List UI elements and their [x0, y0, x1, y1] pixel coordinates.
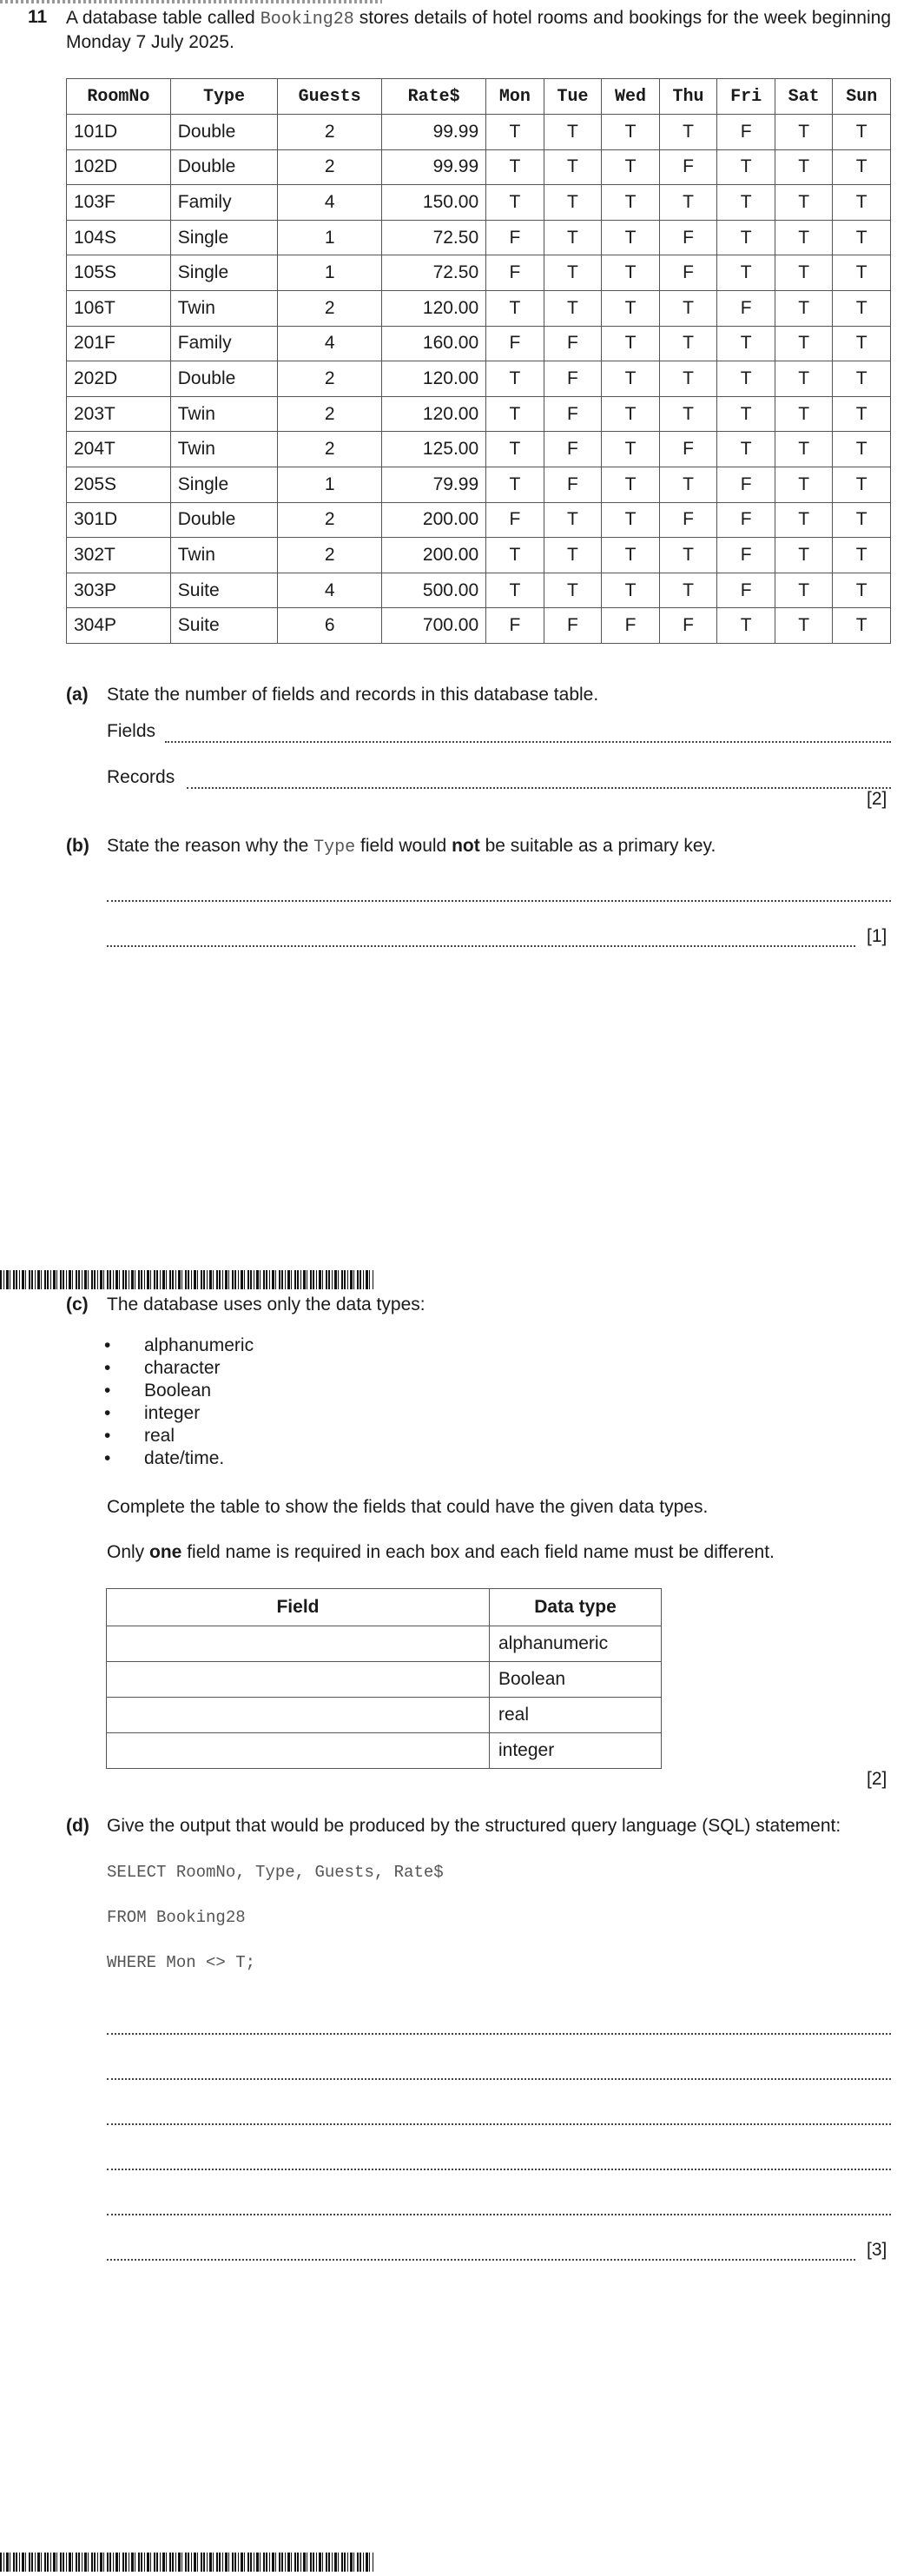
booking-table-header-row: [67, 79, 891, 115]
table-cell: 200.00: [382, 538, 486, 573]
table-cell: T: [486, 573, 544, 608]
table-cell: 2: [278, 538, 382, 573]
data-type-item: • character: [104, 1357, 254, 1380]
table-cell: 203T: [67, 396, 171, 432]
column-header: Rate$: [382, 79, 486, 115]
table-cell: T: [717, 185, 775, 221]
table-cell: 2: [278, 115, 382, 150]
part-c-note: Only one field name is required in each box and each field name must be different.: [107, 1542, 775, 1562]
table-cell: T: [659, 538, 717, 573]
table-cell: 104S: [67, 220, 171, 255]
table-cell: F: [486, 220, 544, 255]
table-cell: 102D: [67, 149, 171, 185]
table-cell: T: [544, 220, 602, 255]
fields-label: Fields: [107, 721, 156, 741]
part-a-prompt: State the number of fields and records in this database table.: [107, 685, 599, 705]
records-label: Records: [107, 767, 175, 787]
table-cell: T: [602, 432, 660, 467]
table-cell: F: [659, 149, 717, 185]
table-cell: 72.50: [382, 255, 486, 291]
table-cell: F: [544, 326, 602, 361]
table-cell: F: [544, 467, 602, 502]
table-cell: T: [659, 573, 717, 608]
table-cell: Family: [170, 326, 278, 361]
table-cell: 2: [278, 290, 382, 326]
table-cell: T: [775, 185, 833, 221]
question-number: 11: [28, 7, 48, 27]
field-answer-cell[interactable]: [107, 1698, 490, 1733]
table-cell: F: [659, 608, 717, 644]
table-cell: 101D: [67, 115, 171, 150]
table-cell: 302T: [67, 538, 171, 573]
table-cell: T: [775, 608, 833, 644]
table-cell: F: [602, 608, 660, 644]
table-cell: 150.00: [382, 185, 486, 221]
data-type-item: • alphanumeric: [104, 1334, 254, 1357]
table-cell: T: [717, 326, 775, 361]
table-cell: Suite: [170, 573, 278, 608]
part-a-label: (a): [66, 685, 89, 705]
table-cell: T: [486, 290, 544, 326]
field-answer-cell[interactable]: [107, 1662, 490, 1698]
table-cell: T: [833, 432, 891, 467]
table-cell: T: [833, 573, 891, 608]
column-header: Guests: [278, 79, 382, 115]
table-cell: F: [717, 115, 775, 150]
table-cell: T: [775, 396, 833, 432]
part-d-answer-line-1[interactable]: [107, 2033, 891, 2035]
column-header: Mon: [486, 79, 544, 115]
table-cell: 200.00: [382, 502, 486, 538]
table-row: [67, 185, 891, 221]
table-cell: T: [659, 290, 717, 326]
table-row: [67, 573, 891, 608]
table-row: [107, 1698, 662, 1733]
table-cell: 500.00: [382, 573, 486, 608]
column-header: RoomNo: [67, 79, 171, 115]
data-type-cell: integer: [490, 1733, 662, 1769]
table-cell: 4: [278, 573, 382, 608]
table-cell: T: [833, 220, 891, 255]
data-type-item: • real: [104, 1425, 254, 1447]
sql-select-line: SELECT RoomNo, Type, Guests, Rate$: [107, 1863, 444, 1882]
table-cell: T: [775, 149, 833, 185]
table-row: [107, 1662, 662, 1698]
part-d-answer-line-6[interactable]: [107, 2259, 855, 2261]
table-cell: Twin: [170, 290, 278, 326]
page-barcode-bottom: [0, 2553, 373, 2572]
table-cell: T: [602, 290, 660, 326]
table-cell: 79.99: [382, 467, 486, 502]
table-cell: 103F: [67, 185, 171, 221]
table-cell: T: [602, 573, 660, 608]
table-row: [67, 432, 891, 467]
part-c-prompt: The database uses only the data types:: [107, 1295, 426, 1314]
table-cell: T: [833, 502, 891, 538]
column-header: Tue: [544, 79, 602, 115]
table-cell: F: [717, 290, 775, 326]
table-row: [107, 1626, 662, 1662]
table-cell: T: [717, 220, 775, 255]
booking-table: [66, 78, 891, 644]
table-cell: T: [775, 467, 833, 502]
part-b-marks: [1]: [867, 926, 887, 946]
table-cell: T: [602, 326, 660, 361]
table-cell: T: [775, 115, 833, 150]
table-row: [67, 502, 891, 538]
table-row: [67, 220, 891, 255]
table-cell: T: [775, 220, 833, 255]
data-type-item: • Boolean: [104, 1380, 254, 1402]
table-cell: T: [486, 396, 544, 432]
table-cell: T: [486, 538, 544, 573]
table-cell: T: [602, 538, 660, 573]
table-cell: T: [544, 573, 602, 608]
table-cell: Double: [170, 115, 278, 150]
table-cell: 2: [278, 432, 382, 467]
table-cell: T: [775, 432, 833, 467]
table-cell: Twin: [170, 538, 278, 573]
part-d-marks: [3]: [867, 2240, 887, 2260]
data-type-table: [106, 1588, 662, 1769]
table-cell: T: [659, 185, 717, 221]
part-d-answer-line-2[interactable]: [107, 2078, 891, 2080]
table-cell: T: [775, 326, 833, 361]
table-cell: T: [833, 396, 891, 432]
table-cell: Suite: [170, 608, 278, 644]
table-row: [67, 290, 891, 326]
table-cell: 99.99: [382, 149, 486, 185]
table-cell: T: [544, 149, 602, 185]
table-cell: Family: [170, 185, 278, 221]
part-d-answer-line-5[interactable]: [107, 2214, 891, 2215]
table-cell: F: [717, 538, 775, 573]
table-cell: 303P: [67, 573, 171, 608]
table-cell: Twin: [170, 432, 278, 467]
table-cell: F: [717, 573, 775, 608]
table-row: [67, 115, 891, 150]
table-row: [67, 608, 891, 644]
table-cell: T: [717, 396, 775, 432]
table-cell: T: [833, 149, 891, 185]
sql-where-line: WHERE Mon <> T;: [107, 1953, 256, 1972]
page-barcode-top: [0, 1270, 373, 1289]
table-cell: T: [602, 115, 660, 150]
table-cell: T: [544, 185, 602, 221]
table-cell: T: [717, 149, 775, 185]
table-cell: 2: [278, 149, 382, 185]
table-cell: T: [775, 255, 833, 291]
table-cell: F: [486, 502, 544, 538]
table-cell: T: [717, 432, 775, 467]
table-cell: 105S: [67, 255, 171, 291]
table-cell: 1: [278, 255, 382, 291]
table-cell: T: [602, 396, 660, 432]
table-cell: F: [544, 608, 602, 644]
table-cell: F: [544, 396, 602, 432]
table-name-code: Booking28: [260, 10, 354, 30]
table-cell: T: [833, 361, 891, 397]
table-cell: Single: [170, 255, 278, 291]
table-cell: T: [602, 361, 660, 397]
table-cell: T: [544, 502, 602, 538]
table-cell: T: [544, 115, 602, 150]
table-cell: T: [833, 467, 891, 502]
table-cell: 120.00: [382, 396, 486, 432]
table-cell: 201F: [67, 326, 171, 361]
table-cell: T: [717, 255, 775, 291]
column-header: Sat: [775, 79, 833, 115]
table-row: [67, 149, 891, 185]
part-d-answer-line-3[interactable]: [107, 2123, 891, 2125]
table-cell: T: [602, 185, 660, 221]
table-cell: 120.00: [382, 361, 486, 397]
table-cell: 106T: [67, 290, 171, 326]
table-cell: 304P: [67, 608, 171, 644]
table-cell: T: [833, 290, 891, 326]
table-cell: 2: [278, 502, 382, 538]
table-cell: F: [659, 220, 717, 255]
table-cell: T: [833, 608, 891, 644]
table-cell: T: [486, 115, 544, 150]
table-cell: F: [717, 502, 775, 538]
table-cell: T: [602, 467, 660, 502]
table-cell: 125.00: [382, 432, 486, 467]
part-c-marks: [2]: [867, 1769, 887, 1789]
table-cell: T: [775, 538, 833, 573]
table-cell: 301D: [67, 502, 171, 538]
page-header-strip: [0, 0, 382, 3]
table-cell: T: [602, 502, 660, 538]
table-cell: 99.99: [382, 115, 486, 150]
data-type-item: • integer: [104, 1402, 254, 1425]
table-cell: T: [775, 573, 833, 608]
data-type-cell: real: [490, 1698, 662, 1733]
question-intro: A database table called Booking28 stores details of hotel rooms and bookings for the week beginning Monday 7 July 2025.: [66, 8, 891, 52]
column-header: Type: [170, 79, 278, 115]
part-b-prompt: State the reason why the Type field would not be suitable as a primary key.: [107, 836, 716, 858]
table-cell: T: [833, 538, 891, 573]
table-cell: T: [775, 502, 833, 538]
column-header: Wed: [602, 79, 660, 115]
table-cell: F: [717, 467, 775, 502]
table-cell: 204T: [67, 432, 171, 467]
table-row: [67, 255, 891, 291]
table-cell: F: [486, 608, 544, 644]
table-cell: T: [486, 149, 544, 185]
table-cell: T: [775, 361, 833, 397]
table-cell: 1: [278, 220, 382, 255]
table-cell: Double: [170, 149, 278, 185]
table-cell: T: [659, 115, 717, 150]
table-cell: Single: [170, 220, 278, 255]
table-cell: 2: [278, 361, 382, 397]
table-row: [67, 361, 891, 397]
data-type-cell: Boolean: [490, 1662, 662, 1698]
table-cell: Twin: [170, 396, 278, 432]
table-row: [107, 1733, 662, 1769]
table-cell: T: [833, 255, 891, 291]
table-cell: T: [486, 185, 544, 221]
column-header: Fri: [717, 79, 775, 115]
part-c-label: (c): [66, 1295, 89, 1314]
table-cell: T: [659, 361, 717, 397]
part-b-answer-line-1[interactable]: [107, 900, 891, 902]
table-row: [67, 538, 891, 573]
table-cell: T: [833, 115, 891, 150]
part-b-label: (b): [66, 836, 89, 856]
table-cell: T: [544, 290, 602, 326]
table-row: [67, 396, 891, 432]
table-row: [67, 467, 891, 502]
table-cell: Single: [170, 467, 278, 502]
field-column-header: Field: [107, 1589, 490, 1626]
data-type-cell: alphanumeric: [490, 1626, 662, 1662]
data-type-item: • date/time.: [104, 1447, 254, 1470]
table-cell: F: [659, 432, 717, 467]
field-answer-cell[interactable]: [107, 1626, 490, 1662]
table-cell: F: [544, 432, 602, 467]
records-answer-line[interactable]: [187, 787, 891, 789]
part-d-prompt: Give the output that would be produced by the structured query language (SQL) statement:: [107, 1816, 841, 1836]
table-cell: 120.00: [382, 290, 486, 326]
table-cell: T: [544, 255, 602, 291]
table-cell: T: [486, 432, 544, 467]
table-cell: T: [659, 467, 717, 502]
table-cell: 202D: [67, 361, 171, 397]
fields-answer-line[interactable]: [165, 741, 891, 743]
sql-from-line: FROM Booking28: [107, 1908, 246, 1927]
table-cell: T: [717, 608, 775, 644]
table-row: [67, 326, 891, 361]
table-cell: F: [486, 255, 544, 291]
type-field-code: Type: [313, 838, 356, 858]
table-cell: T: [833, 326, 891, 361]
part-a-marks: [2]: [867, 789, 887, 809]
table-cell: F: [486, 326, 544, 361]
column-header: Sun: [833, 79, 891, 115]
table-cell: 4: [278, 185, 382, 221]
part-d-label: (d): [66, 1816, 89, 1836]
table-cell: T: [659, 396, 717, 432]
table-cell: T: [602, 149, 660, 185]
table-cell: T: [659, 326, 717, 361]
table-cell: F: [659, 255, 717, 291]
table-cell: T: [544, 538, 602, 573]
part-c-instruction: Complete the table to show the fields that could have the given data types.: [107, 1497, 709, 1517]
part-b-answer-line-2[interactable]: [107, 945, 855, 947]
column-header: Thu: [659, 79, 717, 115]
table-cell: T: [602, 255, 660, 291]
table-cell: 2: [278, 396, 382, 432]
part-d-answer-line-4[interactable]: [107, 2169, 891, 2170]
table-cell: 6: [278, 608, 382, 644]
table-cell: 205S: [67, 467, 171, 502]
table-cell: 160.00: [382, 326, 486, 361]
table-cell: T: [486, 467, 544, 502]
table-cell: 72.50: [382, 220, 486, 255]
table-cell: T: [602, 220, 660, 255]
table-cell: F: [544, 361, 602, 397]
table-cell: T: [486, 361, 544, 397]
table-cell: Double: [170, 502, 278, 538]
data-type-column-header: Data type: [490, 1589, 662, 1626]
table-cell: F: [659, 502, 717, 538]
table-cell: 4: [278, 326, 382, 361]
field-answer-cell[interactable]: [107, 1733, 490, 1769]
table-cell: Double: [170, 361, 278, 397]
table-cell: 700.00: [382, 608, 486, 644]
table-cell: T: [775, 290, 833, 326]
table-cell: 1: [278, 467, 382, 502]
data-types-list: [104, 1334, 254, 1470]
table-cell: T: [717, 361, 775, 397]
table-cell: T: [833, 185, 891, 221]
